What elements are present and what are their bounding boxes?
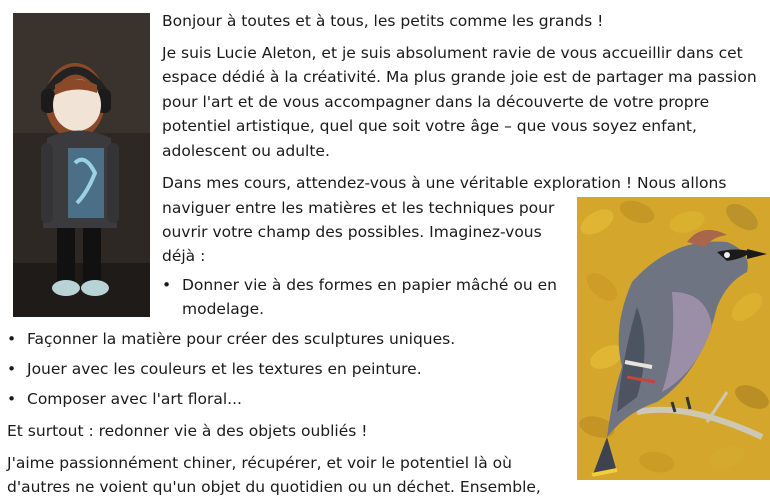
bullet-icon: • — [7, 330, 17, 348]
courses-line-4: déjà : — [162, 247, 206, 265]
bullet-icon: • — [7, 390, 17, 408]
greeting-text: Bonjour à toutes et à tous, les petits comme les grands ! — [162, 12, 604, 30]
intro-line-4: potentiel artistique, quel que soit votre âge – que vous soyez enfant, — [162, 117, 697, 135]
intro-line-1: Je suis Lucie Aleton, et je suis absolument ravie de vous accueillir dans cet — [162, 44, 743, 62]
intro-line-5: adolescent ou adulte. — [162, 142, 330, 160]
courses-line-1: Dans mes cours, attendez-vous à une véritable exploration ! Nous allons — [162, 174, 727, 192]
list-item-text: Composer avec l'art floral... — [27, 390, 242, 408]
closing-line-2: d'autres ne voient qu'un objet du quotidien ou un déchet. Ensemble, — [7, 478, 541, 496]
courses-line-3: ouvrir votre champ des possibles. Imaginez-vous — [162, 223, 542, 241]
leaf-bird-collage — [577, 197, 770, 480]
surtout-text: Et surtout : redonner vie à des objets oubliés ! — [7, 422, 368, 440]
figurine-illustration — [13, 13, 150, 317]
list-item-text: Jouer avec les couleurs et les textures en peinture. — [27, 360, 422, 378]
list-item-text: Façonner la matière pour créer des sculptures uniques. — [27, 330, 456, 348]
list-item-text-continued: modelage. — [182, 300, 265, 318]
list-item-text: Donner vie à des formes en papier mâché ou en — [182, 276, 557, 294]
bullet-icon: • — [162, 276, 172, 294]
bullet-icon: • — [7, 360, 17, 378]
figurine-photo — [13, 13, 150, 317]
intro-line-3: pour l'art et de vous accompagner dans la découverte de votre propre — [162, 93, 710, 111]
courses-line-2: naviguer entre les matières et les techniques pour — [162, 199, 555, 217]
intro-line-2: espace dédié à la créativité. Ma plus grande joie est de partager ma passion — [162, 68, 757, 86]
closing-line-1: J'aime passionnément chiner, récupérer, et voir le potentiel là où — [7, 454, 512, 472]
bird-illustration — [577, 197, 770, 480]
